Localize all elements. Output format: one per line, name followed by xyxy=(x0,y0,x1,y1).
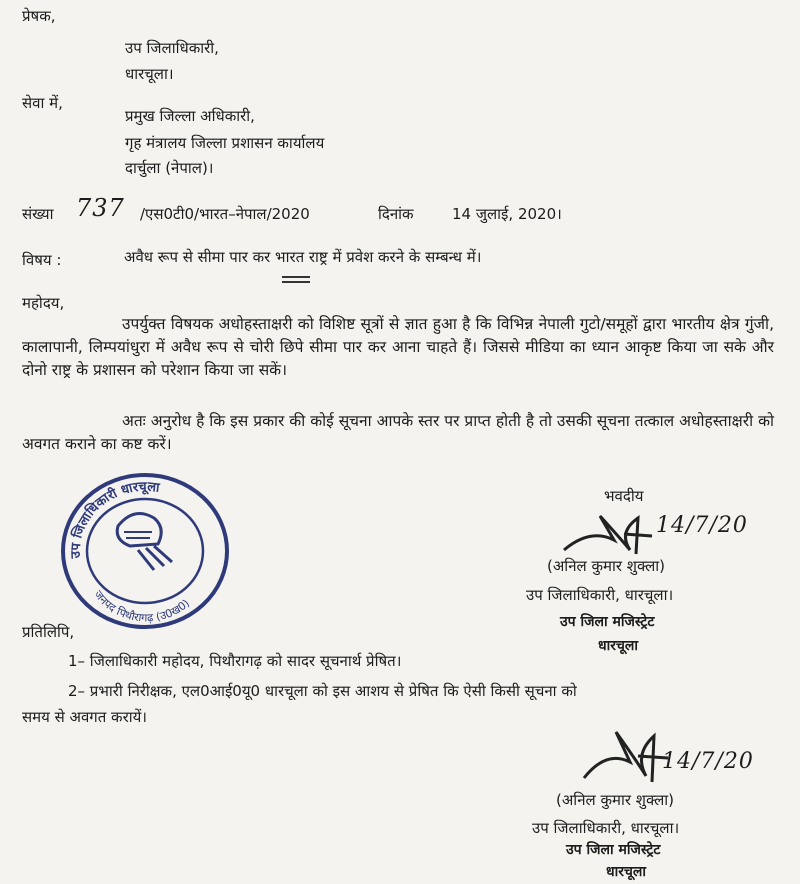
body-paragraph-2: अतः अनुरोध है कि इस प्रकार की कोई सूचना आपके स्तर पर प्राप्त होती है तो उसकी सूचना तत्काल अधोहस्ताक्षरी को अवगत कराने का कष्ट करें। xyxy=(22,412,774,453)
body-paragraph-1: उपर्युक्त विषयक अधोहस्ताक्षरी को विशिष्ट सूत्रों से ज्ञात हुआ है कि विभिन्न नेपाली गुटो/समूहों द्वारा भारतीय क्षेत्र गुंजी, कालापानी, लिम्पयांधुरा में अवैध रूप से चोरी छिपे सीमा पार कर आना चाहते हैं। जिससे मीडिया का ध्यान आकृष्ट किया जा सके और दोनो राष्ट्र के प्रशासन को परेशान किया जा सकें। xyxy=(22,315,774,379)
signatory-1-designation: उप जिलाधिकारी, धारचूला। xyxy=(526,586,674,604)
copy-to-item-2-cont: समय से अवगत करायें। xyxy=(22,708,147,726)
signatory-2-stamp-place: धारचूला xyxy=(606,864,646,880)
sender-label: प्रेषक, xyxy=(22,7,56,25)
subject-label: विषय : xyxy=(22,251,62,269)
letter-date: 14 जुलाई, 2020। xyxy=(452,205,562,223)
recipient-line2: गृह मंत्रालय जिल्ला प्रशासन कार्यालय xyxy=(125,134,325,152)
signature-1-date: 14/7/20 xyxy=(656,513,748,538)
official-seal xyxy=(54,466,236,636)
date-label: दिनांक xyxy=(378,205,414,223)
recipient-label: सेवा में, xyxy=(22,94,63,112)
signatory-1-stamp-place: धारचूला xyxy=(598,638,638,654)
salutation: महोदय, xyxy=(22,294,65,312)
subject-divider xyxy=(282,276,310,278)
seal-ring-text-top: उप जिलाधिकारी धारचूला xyxy=(68,479,161,559)
recipient-line1: प्रमुख जिल्ला अधिकारी, xyxy=(125,107,255,125)
copy-to-item-1: 1– जिलाधिकारी महोदय, पिथौरागढ़ को सादर सूचनार्थ प्रेषित। xyxy=(68,652,402,670)
closing: भवदीय xyxy=(604,487,644,505)
copy-to-item-2: 2– प्रभारी निरीक्षक, एल0आई0यू0 धारचूला को इस आशय से प्रेषित कि ऐसी किसी सूचना को xyxy=(68,682,577,700)
reference-number-handwritten: 737 xyxy=(76,194,125,222)
copy-to-label: प्रतिलिपि, xyxy=(22,623,75,641)
recipient-line3: दार्चुला (नेपाल)। xyxy=(125,159,214,177)
signatory-1-stamp-title: उप जिला मजिस्ट्रेट xyxy=(560,614,655,630)
subject-text: अवैध रूप से सीमा पार कर भारत राष्ट्र में प्रवेश करने के सम्बन्ध में। xyxy=(124,248,482,266)
subject-divider-2 xyxy=(282,281,310,283)
sender-designation: उप जिलाधिकारी, xyxy=(125,39,219,57)
signatory-2-name: (अनिल कुमार शुक्ला) xyxy=(556,791,675,809)
reference-code: /एस0टी0/भारत–नेपाल/2020 xyxy=(140,205,310,223)
signature-2-date: 14/7/20 xyxy=(662,749,754,774)
signatory-2-designation: उप जिलाधिकारी, धारचूला। xyxy=(532,819,680,837)
seal-ring-text-bottom: जनपद पिथौरागढ़ (उ0ख0) xyxy=(91,588,193,625)
signatory-1-name: (अनिल कुमार शुक्ला) xyxy=(547,557,666,575)
seal-emblem-icon xyxy=(117,514,172,571)
reference-label: संख्या xyxy=(22,205,54,223)
sender-place: धारचूला। xyxy=(125,65,174,83)
signatory-2-stamp-title: उप जिला मजिस्ट्रेट xyxy=(566,842,661,858)
